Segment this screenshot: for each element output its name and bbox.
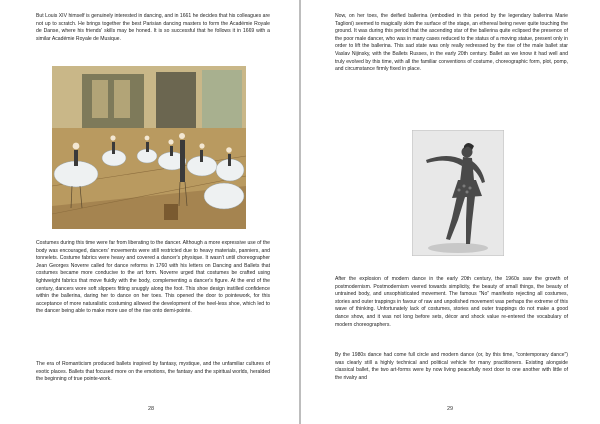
page-number: 28 bbox=[147, 406, 155, 412]
costumes-paragraph: Costumes during this time were far from liberating to the dancer. Although a more expressive use of the body was encouraged, dancers' movements were still restricted due to heavy materials, panniers, and tonnelets. Costume fabrics were heavy and covered a dancer's physique. It wasn't until choreographer Jean Georges Noverre called for dance reforms in 1760 with his letters on Dancing and Ballets that costumes became more conducive to the art form. Noverre urged that costumes be crafted using lightweight fabrics that move fluidly with the body, complementing a dancer's figure. At the end of the century, dancers wore soft slippers fitting snuggly along the foot. This shoe design instilled confidence within the ballerina, daring her to dance on her toes. This opened the door to pointework, for this acceptance of more naturalistic costuming allowed the development of the heel-less shoe, which led to the dancer being able to make more use of the rise onto demi-pointe. bbox=[36, 240, 270, 315]
romanticism-paragraph: The era of Romanticism produced ballets inspired by fantasy, mystique, and the unfamiliar cultures of exotic places. Ballets that focused more on the emotions, the fantasy and the spiritual worlds, heralded the beginning of true pointe-work. bbox=[36, 361, 270, 383]
contemporary-dance-paragraph: By the 1980s dance had come full circle and modern dance (or, by this time, "contemporary dance") was clearly still a highly technical and political vehicle for many practitioners. Existing alongside classical ballet, the two art-forms were by now living peacefully next door to one another with little of the rivalry and bbox=[335, 352, 568, 381]
page-number: 29 bbox=[446, 406, 454, 412]
dance-class-painting bbox=[52, 66, 246, 229]
left-page bbox=[0, 0, 299, 424]
intro-paragraph: But Louis XIV himself is genuinely interested in dancing, and in 1661 he decides that his colleagues are not up to scratch. He brings together the best Parisian dancing masters to form the Académie Royale de Danse, where his friends' skills may be honed. It is so successful that he follows it in 1669 with a similar Académie Royale de Musique. bbox=[36, 13, 270, 42]
right-page bbox=[301, 0, 600, 424]
taglioni-paragraph: Now, on her toes, the deified ballerina (embodied in this period by the legendary ballerina Marie Taglioni) seemed to magically skim the surface of the stage, an ethereal being never quite touching the ground. It was during this period that the ascending star of the ballerina quite eclipsed the presence of the poor male dancer, who was in many cases reduced to the status of a moving statue, present only in order to lift the ballerina. This sad state was only really redressed by the rise of the male ballet star Vaslav Nijinsky, with the Ballets Russes, in the early 20th century. Ballet as we know it had well and truly evolved by this time, with all the familiar conventions of costume, choreographic form, plot, pomp, and circumstance firmly fixed in place. bbox=[335, 13, 568, 73]
postmodernism-paragraph: After the explosion of modern dance in the early 20th century, the 1960s saw the growth of postmodernism. Postmodernism veered towards simplicity, the beauty of small things, the beauty of untrained body, and unsophisticated movement. The famous "No" manifesto rejecting all costumes, stories and outer trappings in favour of raw and unpolished movement was perhaps the extreme of this wave of thinking. Unfortunately lack of costumes, stories and outer trappings do not make a good dance show, and it was not long before sets, décor and shock value re-entered the vocabulary of modern choreographers. bbox=[335, 276, 568, 328]
nijinsky-photograph bbox=[412, 130, 504, 256]
